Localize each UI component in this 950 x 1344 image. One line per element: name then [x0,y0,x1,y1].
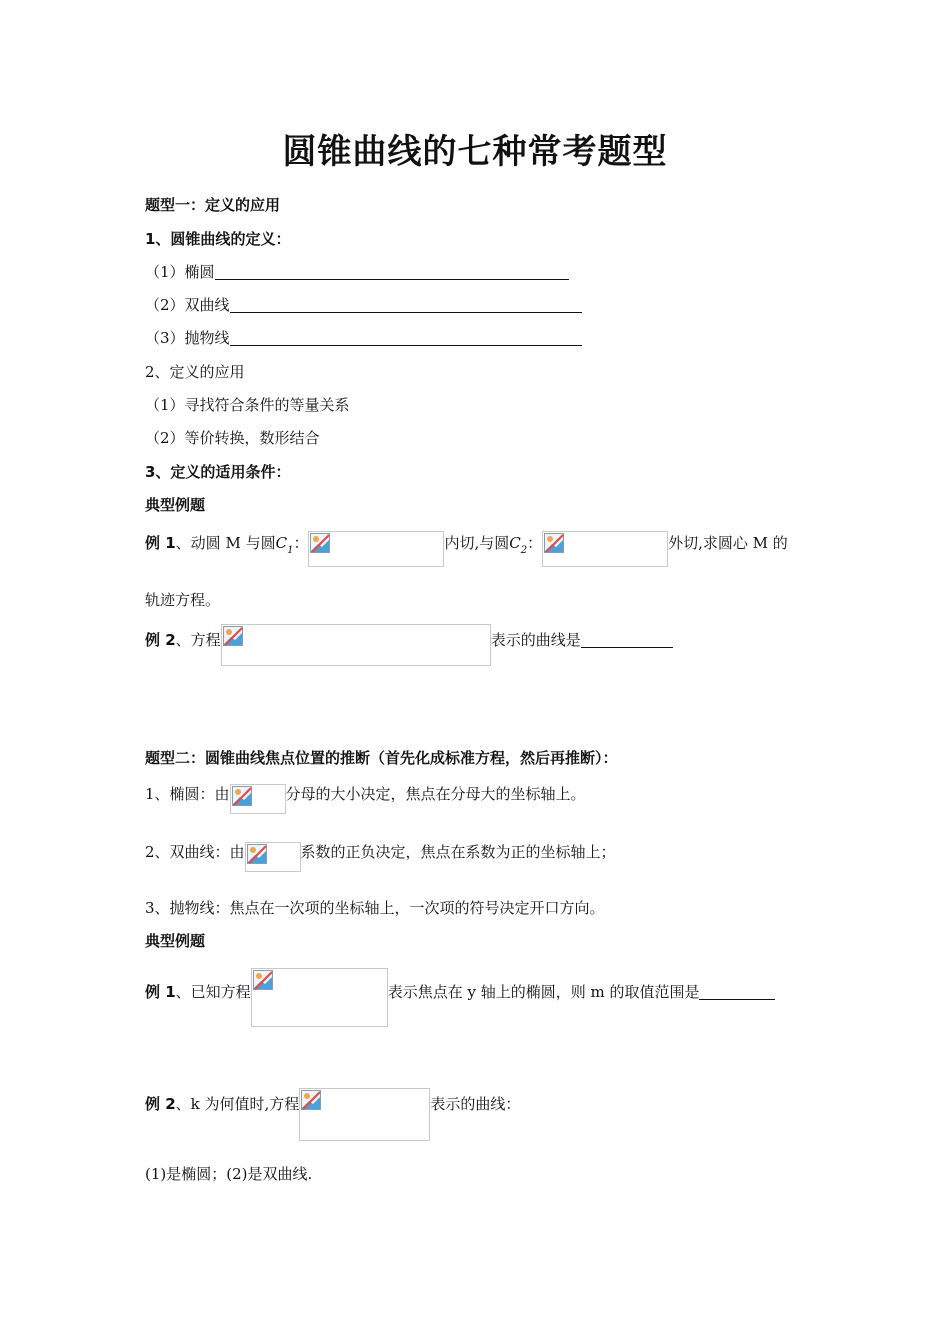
page-title: 圆锥曲线的七种常考题型 [282,132,668,172]
broken-image-icon [245,842,301,872]
answer-blank [215,262,569,280]
example-2-2-answer: (1)是椭圆；(2)是双曲线. [145,1165,313,1183]
answer-blank [581,630,673,648]
broken-image-icon [542,531,668,567]
example-1-continued: 轨迹方程。 [145,591,221,609]
focus-rule-ellipse: 1、椭圆：由 分母的大小决定，焦点在分母大的坐标轴上。 [145,784,586,814]
broken-image-icon [308,531,444,567]
answer-blank [230,295,582,313]
definition-item-hyperbola: （2）双曲线 [145,295,582,315]
section-heading-1: 题型一：定义的应用 [145,196,281,214]
broken-image-icon [251,968,388,1027]
example-2: 例 2 、方程 表示的曲线是 [145,624,673,666]
example-1: 例 1 、动圆 M 与圆 C $_1$ ： 内切,与圆 C $_2$ ： 外切,求圆心 M 的 [145,531,788,567]
section-heading-2: 题型二：圆锥曲线焦点位置的推断（首先化成标准方程，然后再推断）： [145,749,618,767]
examples-label: 典型例题 [145,932,206,950]
subheading-application: 2、定义的应用 [145,363,245,381]
example-label: 例 2 [145,1095,176,1113]
subheading-conditions: 3、定义的适用条件： [145,463,291,481]
example-2-2: 例 2 、k 为何值时,方程 表示的曲线： [145,1088,520,1141]
broken-image-icon [230,784,286,814]
definition-item-parabola: （3）抛物线 [145,328,582,348]
subheading-definition: 1、圆锥曲线的定义： [145,230,291,248]
application-item: （1）寻找符合条件的等量关系 [145,396,350,414]
application-item: （2）等价转换，数形结合 [145,429,320,447]
example-label: 例 2 [145,631,176,649]
focus-rule-hyperbola: 2、双曲线：由 系数的正负决定，焦点在系数为正的坐标轴上； [145,842,616,872]
example-label: 例 1 [145,534,176,552]
focus-rule-parabola: 3、抛物线：焦点在一次项的坐标轴上，一次项的符号决定开口方向。 [145,899,605,917]
answer-blank [230,328,582,346]
example-label: 例 1 [145,983,176,1001]
examples-label: 典型例题 [145,496,206,514]
broken-image-icon [221,624,491,666]
answer-blank [699,982,775,1000]
definition-item-ellipse: （1）椭圆 [145,262,569,282]
broken-image-icon [299,1088,430,1141]
example-2-1: 例 1 、已知方程 表示焦点在 y 轴上的椭圆，则 m 的取值范围是 [145,968,775,1027]
